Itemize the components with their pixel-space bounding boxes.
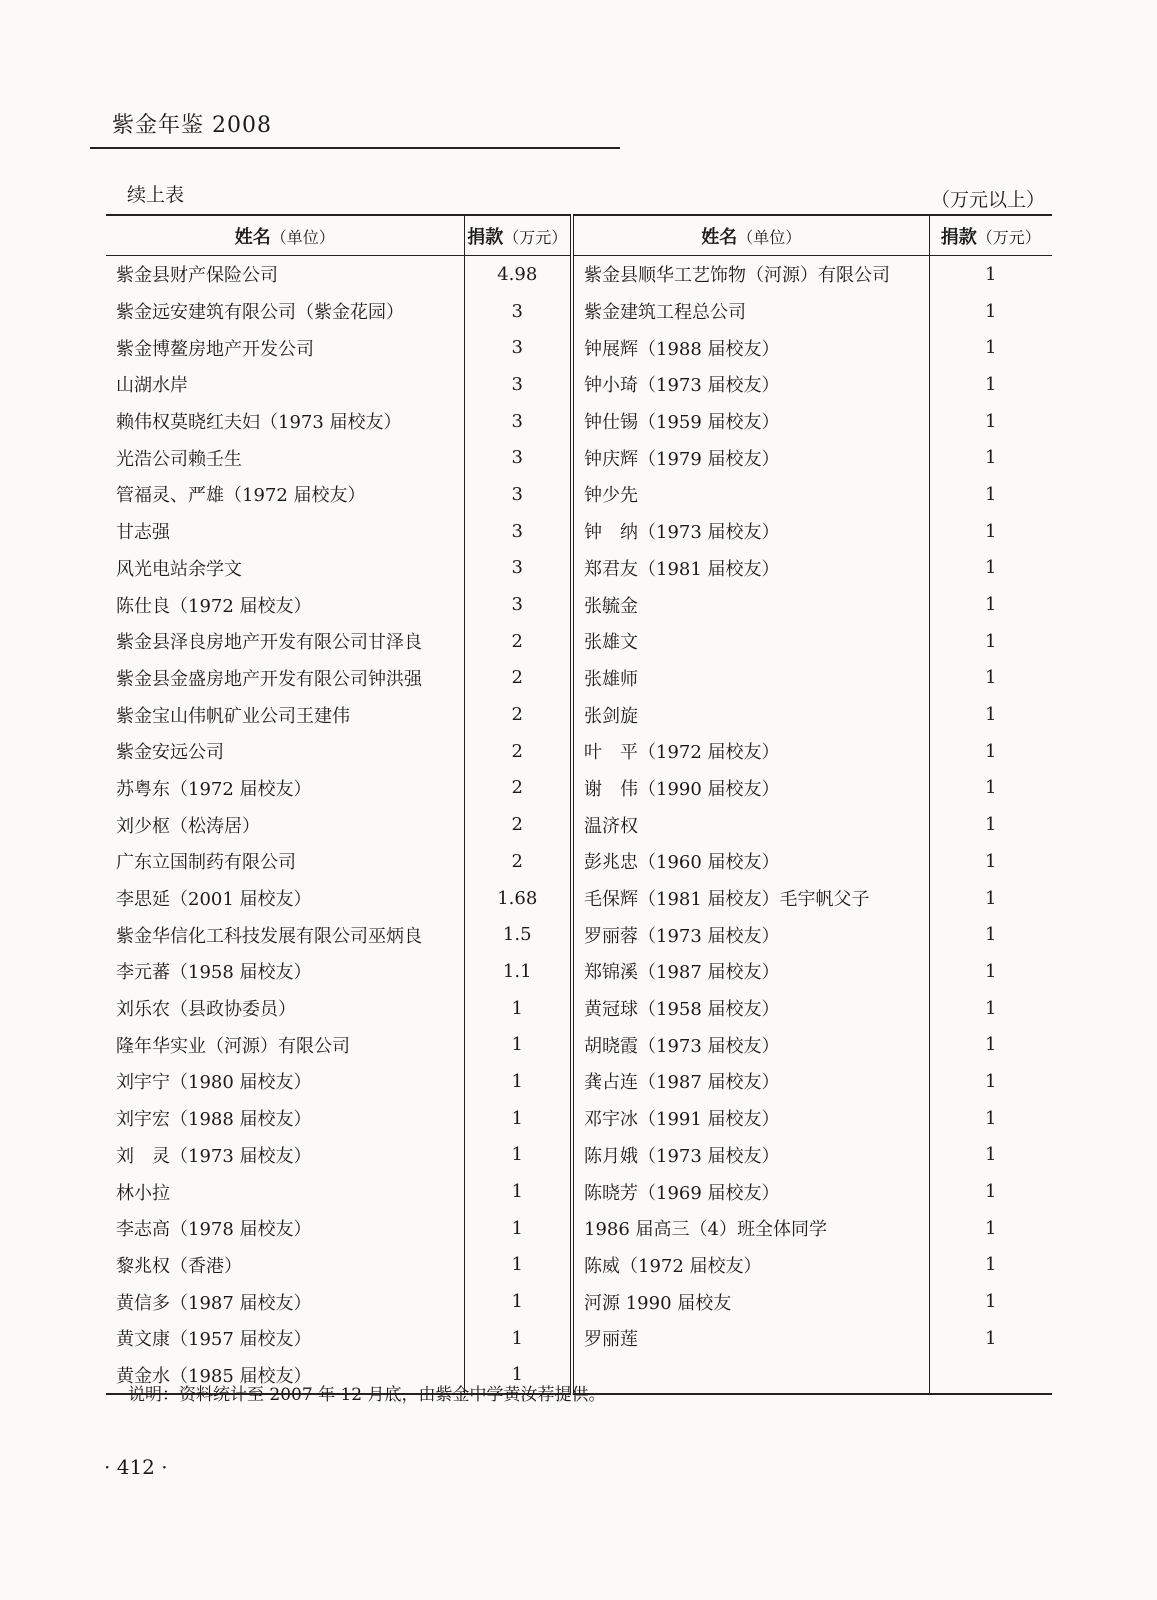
donation-amount-left: 1 (464, 1247, 572, 1284)
donor-name-left: 甘志强 (116, 522, 170, 544)
donation-amount-right: 1 (929, 1026, 1052, 1063)
donation-amount-left: 2 (464, 696, 572, 733)
donation-amount-left: 3 (464, 329, 572, 366)
table-row (106, 696, 1052, 733)
table-row (106, 1283, 1052, 1320)
donor-name-left: 紫金县金盛房地产开发有限公司钟洪强 (116, 668, 422, 690)
donation-amount-left: 1 (464, 990, 572, 1027)
donor-name-left: 黄信多（1987 届校友） (116, 1292, 312, 1314)
donation-amount-right: 1 (929, 293, 1052, 330)
table-row (106, 806, 1052, 843)
donor-name-right: 彭兆忠（1960 届校友） (572, 843, 929, 880)
table-row (106, 1100, 1052, 1137)
donor-name-left: 陈仕良（1972 届校友） (116, 595, 312, 617)
donor-name-right: 张雄文 (572, 623, 929, 660)
donor-name-right: 龚占连（1987 届校友） (572, 1063, 929, 1100)
donor-name-right: 温济权 (572, 806, 929, 843)
donation-amount-right: 1 (929, 1247, 1052, 1284)
page-number: · 412 · (104, 1455, 168, 1479)
table-row (106, 439, 1052, 476)
donor-name-left: 紫金华信化工科技发展有限公司巫炳良 (116, 925, 422, 947)
donation-amount-left: 3 (464, 439, 572, 476)
donor-name-left: 光浩公司赖壬生 (116, 448, 242, 470)
donation-amount-left: 1 (464, 1026, 572, 1063)
donor-name-right: 陈晓芳（1969 届校友） (572, 1173, 929, 1210)
donor-name-right: 紫金县顺华工艺饰物（河源）有限公司 (572, 256, 929, 293)
table-row (106, 770, 1052, 807)
donation-amount-right: 1 (929, 550, 1052, 587)
donation-amount-left: 1.5 (464, 916, 572, 953)
donor-name-left: 紫金县泽良房地产开发有限公司甘泽良 (116, 632, 422, 654)
donor-name-left: 刘乐农（县政协委员） (116, 999, 296, 1021)
donor-name-left: 黎兆权（香港） (116, 1255, 242, 1277)
donation-amount-right: 1 (929, 1063, 1052, 1100)
donor-name-left: 李元蕃（1958 届校友） (116, 962, 312, 984)
donation-amount-left: 1 (464, 1210, 572, 1247)
donation-amount-left: 3 (464, 403, 572, 440)
donor-name-right: 张雄师 (572, 660, 929, 697)
table-row (106, 403, 1052, 440)
donation-amount-right: 1 (929, 953, 1052, 990)
table-row (106, 329, 1052, 366)
donor-name-right: 胡晓霞（1973 届校友） (572, 1026, 929, 1063)
donor-name-right: 紫金建筑工程总公司 (572, 293, 929, 330)
donation-amount-right: 1 (929, 1210, 1052, 1247)
donation-amount-left: 1 (464, 1063, 572, 1100)
donation-table (106, 214, 1052, 1395)
donor-name-left: 紫金博鳌房地产开发公司 (116, 338, 314, 360)
donation-amount-right: 1 (929, 586, 1052, 623)
donor-name-right: 郑锦溪（1987 届校友） (572, 953, 929, 990)
donation-amount-left: 2 (464, 660, 572, 697)
continued-label: 续上表 (127, 184, 185, 206)
header-amount-right: 捐款（万元） (929, 215, 1052, 256)
donation-amount-left: 1 (464, 1100, 572, 1137)
table-row (106, 1173, 1052, 1210)
donor-name-right: 张毓金 (572, 586, 929, 623)
donor-name-left: 苏粤东（1972 届校友） (116, 778, 312, 800)
donation-amount-left: 3 (464, 366, 572, 403)
donor-name-left: 刘 灵（1973 届校友） (116, 1145, 312, 1167)
donation-amount-right: 1 (929, 439, 1052, 476)
donation-amount-left: 4.98 (464, 256, 572, 293)
donation-amount-right: 1 (929, 366, 1052, 403)
running-title: 紫金年鉴 2008 (112, 113, 272, 138)
donation-amount-right: 1 (929, 916, 1052, 953)
donation-amount-right: 1 (929, 770, 1052, 807)
donor-name-right: 张剑旋 (572, 696, 929, 733)
donor-name-left: 刘宇宏（1988 届校友） (116, 1109, 312, 1131)
donation-table-wrapper (106, 214, 1052, 1395)
donation-amount-left: 1 (464, 1173, 572, 1210)
donor-name-left: 山湖水岸 (116, 375, 188, 397)
donation-amount-right: 1 (929, 1173, 1052, 1210)
donation-amount-left: 1.1 (464, 953, 572, 990)
donation-amount-left: 2 (464, 623, 572, 660)
donation-amount-left: 1 (464, 1357, 572, 1395)
donation-amount-right: 1 (929, 990, 1052, 1027)
donation-amount-right: 1 (929, 256, 1052, 293)
donor-name-left: 黄文康（1957 届校友） (116, 1329, 312, 1351)
table-row (106, 623, 1052, 660)
donation-amount-left: 2 (464, 843, 572, 880)
donor-name-right: 邓宇冰（1991 届校友） (572, 1100, 929, 1137)
donation-amount-left: 3 (464, 550, 572, 587)
donor-name-left: 赖伟权莫晓红夫妇（1973 届校友） (116, 412, 402, 434)
donation-amount-right: 1 (929, 880, 1052, 917)
header-name-left: 姓名（单位） (106, 215, 464, 256)
donor-name-right: 罗丽蓉（1973 届校友） (572, 916, 929, 953)
donation-amount-right: 1 (929, 476, 1052, 513)
donation-amount-right: 1 (929, 1320, 1052, 1357)
donor-name-right: 叶 平（1972 届校友） (572, 733, 929, 770)
source-note: 说明：资料统计至 2007 年 12 月底，由紫金中学黄汝荐提供。 (128, 1385, 606, 1405)
donation-amount-left: 2 (464, 733, 572, 770)
donor-name-right: 罗丽莲 (572, 1320, 929, 1357)
donation-amount-right: 1 (929, 843, 1052, 880)
donor-name-right: 钟 纳（1973 届校友） (572, 513, 929, 550)
donor-name-right: 河源 1990 届校友 (572, 1283, 929, 1320)
table-row (106, 916, 1052, 953)
donation-amount-right (929, 1357, 1052, 1395)
header-name-right: 姓名（单位） (572, 215, 929, 256)
donation-amount-right: 1 (929, 1137, 1052, 1174)
table-row (106, 1137, 1052, 1174)
donor-name-left: 林小拉 (116, 1182, 170, 1204)
donor-name-right: 1986 届高三（4）班全体同学 (572, 1210, 929, 1247)
donor-name-left: 紫金县财产保险公司 (116, 265, 278, 287)
table-row (106, 733, 1052, 770)
donor-name-left: 紫金安远公司 (116, 742, 224, 764)
donor-name-left: 紫金宝山伟帆矿业公司王建伟 (116, 705, 350, 727)
donation-amount-left: 3 (464, 476, 572, 513)
unit-note: （万元以上） (931, 189, 1046, 211)
table-row (106, 990, 1052, 1027)
donation-amount-left: 1 (464, 1283, 572, 1320)
donation-amount-right: 1 (929, 1100, 1052, 1137)
table-row (106, 586, 1052, 623)
table-header-row (106, 215, 1052, 256)
table-row (106, 880, 1052, 917)
table-row (106, 293, 1052, 330)
donor-name-right: 郑君友（1981 届校友） (572, 550, 929, 587)
table-row (106, 1247, 1052, 1284)
donation-amount-left: 3 (464, 586, 572, 623)
table-row (106, 1026, 1052, 1063)
donation-amount-right: 1 (929, 623, 1052, 660)
table-row (106, 476, 1052, 513)
donor-name-right: 黄冠球（1958 届校友） (572, 990, 929, 1027)
donation-amount-left: 2 (464, 806, 572, 843)
table-row (106, 513, 1052, 550)
table-row (106, 1320, 1052, 1357)
donation-amount-left: 1 (464, 1137, 572, 1174)
table-row (106, 660, 1052, 697)
donation-amount-right: 1 (929, 329, 1052, 366)
donation-amount-right: 1 (929, 1283, 1052, 1320)
table-row (106, 953, 1052, 990)
donor-name-left: 隆年华实业（河源）有限公司 (116, 1035, 350, 1057)
donor-name-right (572, 1357, 929, 1395)
donation-amount-right: 1 (929, 403, 1052, 440)
donor-name-right: 陈月娥（1973 届校友） (572, 1137, 929, 1174)
donor-name-right: 钟展辉（1988 届校友） (572, 329, 929, 366)
donor-name-left: 紫金远安建筑有限公司（紫金花园） (116, 302, 404, 324)
table-row (106, 1210, 1052, 1247)
donation-amount-left: 1 (464, 1320, 572, 1357)
donation-amount-left: 1.68 (464, 880, 572, 917)
table-row (106, 550, 1052, 587)
donation-amount-left: 2 (464, 770, 572, 807)
donation-amount-right: 1 (929, 660, 1052, 697)
donor-name-left: 管福灵、严雄（1972 届校友） (116, 485, 366, 507)
donor-name-left: 刘少枢（松涛居） (116, 815, 260, 837)
table-row (106, 366, 1052, 403)
donation-amount-right: 1 (929, 806, 1052, 843)
donor-name-left: 李思延（2001 届校友） (116, 889, 312, 911)
header-amount-left: 捐款（万元） (464, 215, 572, 256)
donor-name-right: 谢 伟（1990 届校友） (572, 770, 929, 807)
donor-name-right: 钟少先 (572, 476, 929, 513)
table-row (106, 1063, 1052, 1100)
donor-name-right: 钟仕锡（1959 届校友） (572, 403, 929, 440)
header-rule (90, 147, 620, 149)
table-row (106, 843, 1052, 880)
donation-amount-right: 1 (929, 513, 1052, 550)
donor-name-right: 钟小琦（1973 届校友） (572, 366, 929, 403)
donor-name-left: 广东立国制药有限公司 (116, 852, 296, 874)
donor-name-right: 毛保辉（1981 届校友）毛宇帆父子 (572, 880, 929, 917)
table-row (106, 256, 1052, 293)
donation-amount-left: 3 (464, 513, 572, 550)
donor-name-left: 风光电站余学文 (116, 558, 242, 580)
donation-amount-right: 1 (929, 696, 1052, 733)
donor-name-left: 黄金水（1985 届校友） (116, 1365, 312, 1387)
donor-name-left: 李志高（1978 届校友） (116, 1219, 312, 1241)
donor-name-right: 钟庆辉（1979 届校友） (572, 439, 929, 476)
donation-amount-left: 3 (464, 293, 572, 330)
donor-name-left: 刘宇宁（1980 届校友） (116, 1072, 312, 1094)
donation-amount-right: 1 (929, 733, 1052, 770)
donor-name-right: 陈威（1972 届校友） (572, 1247, 929, 1284)
